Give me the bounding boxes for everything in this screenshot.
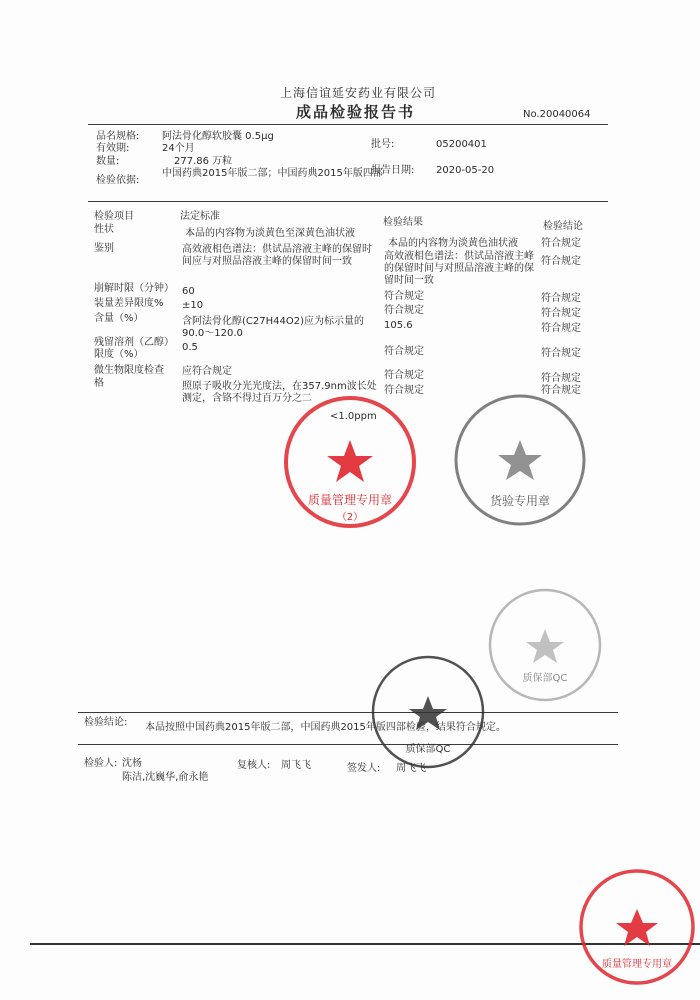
- inspector-value-2: 陈洁,沈巍华,俞永艳: [122, 772, 209, 783]
- basis-value: 中国药典2015年版二部；中国药典2015年版四部: [162, 168, 383, 179]
- reviewer-label: 复核人:: [237, 760, 271, 771]
- chromium-result: <1.0ppm: [330, 411, 377, 422]
- report-number: No.20040064: [523, 109, 591, 120]
- company-name: 上海信谊延安药业有限公司: [280, 86, 437, 100]
- conclusion-bottom-rule: [78, 744, 618, 745]
- row-result: 符合规定: [384, 370, 424, 381]
- conclusion-value: 本品按照中国药典2015年版二部，中国药典2015年版四部检验，结果符合规定。: [145, 722, 506, 733]
- row-result: 本品的内容物为淡黄色油状液: [388, 238, 518, 249]
- conclusion-label: 检验结论:: [84, 717, 128, 728]
- row-item: 性状: [94, 224, 114, 235]
- row-item: 格: [94, 378, 104, 389]
- row-standard: 60: [182, 286, 195, 297]
- report-title: 成品检验报告书: [296, 103, 416, 121]
- row-result: 符合规定: [384, 346, 424, 357]
- row-conclusion: 符合规定: [541, 323, 581, 334]
- stamp-xinyi-qc-gray: [485, 585, 605, 705]
- batch-value: 05200401: [436, 139, 487, 150]
- row-conclusion: 符合规定: [541, 348, 581, 359]
- date-value: 2020-05-20: [436, 165, 495, 176]
- stamp-jiangsu-center: 质量管理专用章: [307, 493, 393, 507]
- row-standard: 高效液相色谱法：供试品溶液主峰的保留时间应与对照品溶液主峰的保留时间一致: [182, 244, 372, 267]
- header-conclusion: 检验结论: [543, 221, 583, 232]
- row-standard: 含阿法骨化醇(C27H44O2)应为标示量的90.0～120.0: [182, 316, 364, 339]
- row-standard: 本品的内容物为淡黄色至深黄色油状液: [185, 228, 355, 239]
- stamp-suzhou-quality: [575, 865, 700, 990]
- validity-value: 24个月: [162, 143, 195, 154]
- header-item: 检验项目: [94, 211, 134, 222]
- row-conclusion: 符合规定: [541, 238, 581, 249]
- row-result: 符合规定: [384, 305, 424, 316]
- reviewer-value: 周飞飞: [281, 760, 311, 771]
- row-result: 105.6: [384, 320, 413, 331]
- row-result: 高效液相色谱法：供试品溶液主峰的保留时间与对照品溶液主峰的保留时间一致: [384, 251, 534, 286]
- stamp-xinyi-qc: [368, 652, 488, 772]
- header-result: 检验结果: [383, 217, 423, 228]
- issuer-label: 签发人:: [347, 763, 381, 774]
- row-item: 微生物限度检查: [94, 365, 164, 376]
- conclusion-top-rule: [78, 712, 618, 713]
- stamp-shanghai-center: 货验专用章: [489, 494, 551, 508]
- row-conclusion: 符合规定: [541, 256, 581, 267]
- stamp-xinyi-center: 质保部QC: [405, 744, 451, 755]
- row-item: 崩解时限（分钟）: [94, 283, 174, 294]
- inspector-value: 沈杨: [122, 758, 142, 769]
- quantity-value: 277.86 万粒: [174, 156, 233, 167]
- row-standard: 应符合规定: [182, 366, 232, 377]
- row-item: 含量（%）: [94, 313, 144, 324]
- batch-label: 批号:: [371, 139, 395, 150]
- row-item: 鉴别: [94, 243, 114, 254]
- stamp-shanghai-inspection: [450, 390, 590, 530]
- row-conclusion: 符合规定: [541, 308, 581, 319]
- stamp-jiangsu-quality: [280, 392, 420, 532]
- inspector-label: 检验人:: [84, 758, 118, 769]
- stamp-xinyi-gray-center: 质保部QC: [522, 673, 568, 684]
- spec-value: 阿法骨化醇软胶囊 0.5μg: [162, 131, 274, 142]
- issuer-value: 周飞飞: [396, 763, 426, 774]
- row-conclusion: 符合规定: [541, 293, 581, 304]
- row-conclusion: 符合规定: [541, 373, 581, 384]
- spec-label: 品名规格:: [96, 131, 140, 142]
- quantity-label: 数量:: [96, 156, 120, 167]
- header-rule: [88, 124, 608, 125]
- date-label: 报告日期:: [371, 165, 415, 176]
- row-standard: 照原子吸收分光光度法，在357.9nm波长处测定，含铬不得过百万分之二: [182, 381, 377, 404]
- stamp-jiangsu-bottom: （2）: [336, 512, 364, 523]
- info-rule: [88, 201, 608, 202]
- row-standard: 0.5: [182, 342, 198, 353]
- header-standard: 法定标准: [180, 211, 220, 222]
- row-standard: ±10: [182, 300, 204, 311]
- row-conclusion: 符合规定: [541, 385, 581, 396]
- row-result: 符合规定: [384, 385, 424, 396]
- stamp-suzhou-center: 质量管理专用章: [602, 959, 672, 970]
- row-item: 装量差异限度%: [94, 298, 164, 309]
- row-result: 符合规定: [384, 291, 424, 302]
- basis-label: 检验依据:: [96, 175, 140, 186]
- row-item: 残留溶剂（乙醇）限度（%）: [94, 337, 174, 360]
- validity-label: 有效期:: [96, 143, 130, 154]
